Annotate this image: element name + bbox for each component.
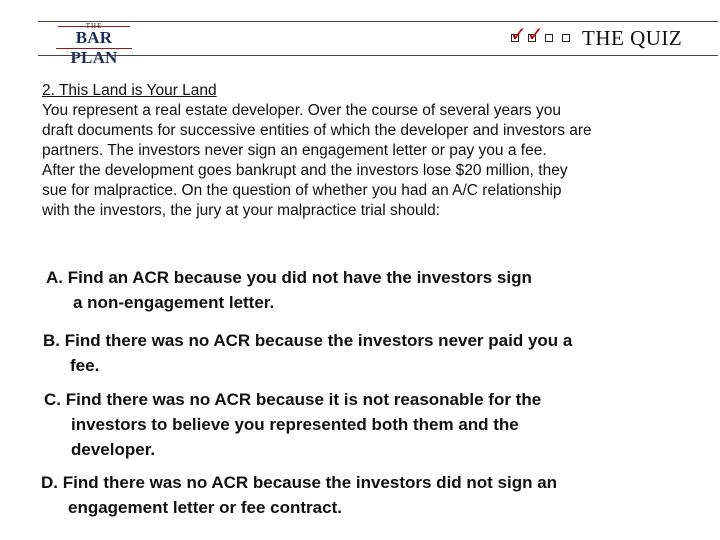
question-body — [42, 101, 712, 221]
answer-c-line1: C. Find there was no ACR because it is not reasonable for the — [44, 390, 542, 409]
answer-choice-b[interactable] — [43, 328, 572, 378]
answer-choice-a[interactable] — [46, 265, 532, 315]
answer-a-line2: a non-engagement letter. — [73, 293, 275, 312]
header-rule — [38, 55, 718, 56]
checkmark-icon: ✓ — [510, 22, 527, 46]
question-line: After the development goes bankrupt and the investors lose $20 million, they — [42, 162, 568, 179]
quiz-progress-boxes — [508, 22, 578, 50]
question-line: partners. The investors never sign an engagement letter or pay you a fee. — [42, 142, 547, 159]
answer-choice-c[interactable] — [44, 387, 541, 462]
progress-box-4 — [562, 34, 570, 42]
answer-b-line1: B. Find there was no ACR because the investors never paid you a — [43, 331, 573, 350]
progress-box-3 — [545, 34, 553, 42]
top-rule — [38, 21, 718, 22]
answer-b-line2: fee. — [70, 356, 100, 375]
answer-a-line1: A. Find an ACR because you did not have the investors sign — [46, 268, 532, 287]
answer-d-line1: D. Find there was no ACR because the investors did not sign an — [41, 473, 558, 492]
question-heading: 2. This Land is Your Land — [42, 82, 217, 99]
quiz-title: THE QUIZ — [582, 26, 683, 50]
answer-d-line2: engagement letter or fee contract. — [68, 498, 342, 517]
logo-top-text: THE — [85, 22, 103, 30]
checkmark-icon: ✓ — [527, 22, 544, 46]
question-line: sue for malpractice. On the question of whether you had an A/C relationship — [42, 182, 562, 199]
logo-main-text: BAR PLAN — [70, 28, 118, 67]
logo-top-line — [58, 26, 130, 27]
answer-c-line2: investors to believe you represented both them and the — [71, 415, 519, 434]
bar-plan-logo — [52, 20, 136, 67]
answer-c-line3: developer. — [71, 440, 156, 459]
question-line: draft documents for successive entities of which the developer and investors are — [42, 122, 592, 139]
logo-bottom-line — [56, 48, 132, 49]
question-line: with the investors, the jury at your malpractice trial should: — [42, 202, 441, 219]
answer-choice-d[interactable] — [41, 470, 557, 520]
question-line: You represent a real estate developer. Over the course of several years you — [42, 102, 561, 119]
